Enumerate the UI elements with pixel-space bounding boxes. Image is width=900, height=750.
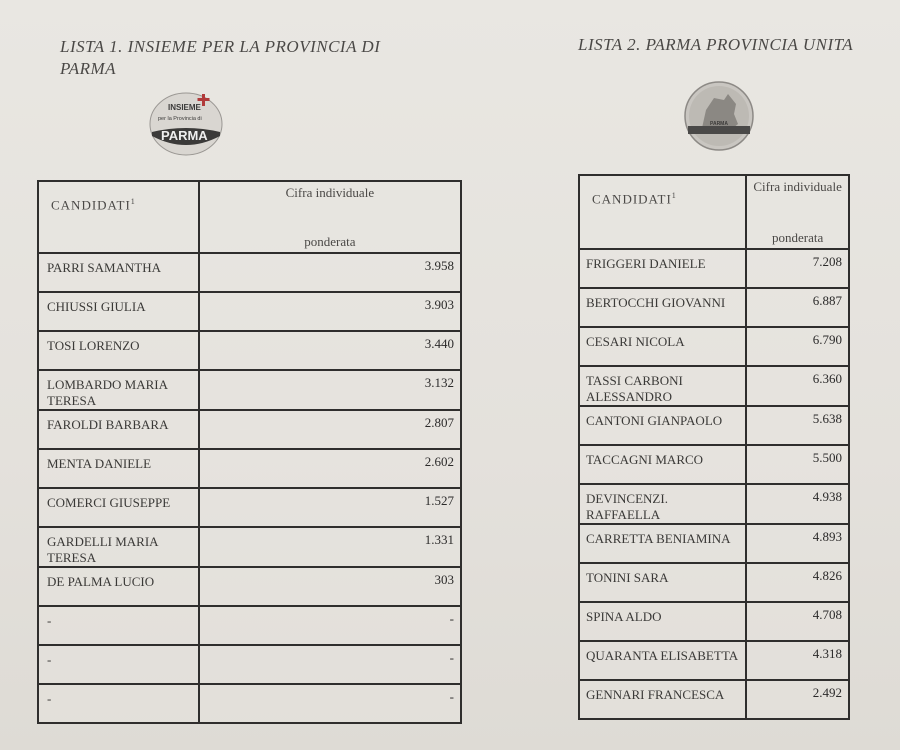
table-row — [579, 680, 849, 719]
table-row — [38, 410, 461, 449]
candidate-value: 3.132 — [199, 370, 461, 410]
candidate-value: 4.938 — [746, 484, 849, 524]
list1-title: LISTA 1. INSIEME PER LA PROVINCIA DI PARMA — [60, 37, 381, 78]
table-row — [579, 406, 849, 445]
candidate-name: CARRETTA BENIAMINA — [579, 524, 746, 563]
list1-candidates-table — [37, 180, 462, 724]
candidates-header-label: CANDIDATI — [592, 191, 672, 207]
logo2-line1: PARMA — [710, 121, 728, 127]
candidate-value: 303 — [199, 567, 461, 606]
candidate-name: GENNARI FRANCESCA — [579, 680, 746, 719]
value-header-bottom: ponderata — [304, 234, 356, 249]
candidate-name: MENTA DANIELE — [38, 449, 199, 488]
candidate-name: TOSI LORENZO — [38, 331, 199, 370]
logo1-line2: per la Provincia di — [158, 116, 202, 122]
candidate-value: 5.500 — [746, 445, 849, 484]
candidate-name: TACCAGNI MARCO — [579, 445, 746, 484]
candidate-value: 4.708 — [746, 602, 849, 641]
candidate-name: FRIGGERI DANIELE — [579, 249, 746, 288]
candidate-value: 2.602 — [199, 449, 461, 488]
candidate-name: TONINI SARA — [579, 563, 746, 602]
table-row — [579, 524, 849, 563]
table-row — [38, 567, 461, 606]
candidate-value: 6.887 — [746, 288, 849, 327]
candidate-value: 1.331 — [199, 527, 461, 567]
candidate-name: CESARI NICOLA — [579, 327, 746, 366]
logo1-line1: INSIEME — [168, 103, 201, 112]
table-row — [579, 563, 849, 602]
value-header-top: Cifra individuale — [285, 185, 375, 200]
table-header-row — [38, 181, 461, 253]
candidate-value: 5.638 — [746, 406, 849, 445]
table-row — [579, 602, 849, 641]
table-row — [579, 327, 849, 366]
candidate-name: GARDELLI MARIA TERESA — [38, 527, 199, 567]
candidate-name: CHIUSSI GIULIA — [38, 292, 199, 331]
table-row — [38, 331, 461, 370]
candidate-name: COMERCI GIUSEPPE — [38, 488, 199, 527]
table-row — [38, 253, 461, 292]
candidate-value: 3.958 — [199, 253, 461, 292]
value-header — [746, 175, 849, 249]
table-row — [579, 288, 849, 327]
candidate-value: 2.492 — [746, 680, 849, 719]
candidate-value: - — [199, 645, 461, 684]
candidates-header — [579, 175, 746, 249]
candidate-name: FAROLDI BARBARA — [38, 410, 199, 449]
candidate-name: CANTONI GIANPAOLO — [579, 406, 746, 445]
table-row — [579, 249, 849, 288]
candidate-value: 4.893 — [746, 524, 849, 563]
candidate-name: LOMBARDO MARIA TERESA — [38, 370, 199, 410]
candidate-name: - — [38, 606, 199, 645]
table-row — [38, 645, 461, 684]
candidate-value: 2.807 — [199, 410, 461, 449]
table-row — [38, 370, 461, 410]
table-row — [579, 484, 849, 524]
candidates-header — [38, 181, 199, 253]
parma-provincia-unita-logo — [680, 80, 758, 152]
candidates-footnote: 1 — [671, 191, 677, 200]
table-row — [38, 527, 461, 567]
candidate-value: 4.318 — [746, 641, 849, 680]
candidates-footnote: 1 — [130, 197, 136, 206]
logo1-line3: PARMA — [161, 128, 208, 143]
table-row — [38, 606, 461, 645]
insieme-parma-logo — [146, 88, 226, 156]
table-row — [38, 684, 461, 723]
candidate-value: 1.527 — [199, 488, 461, 527]
candidate-value: - — [199, 606, 461, 645]
candidate-value: 6.790 — [746, 327, 849, 366]
table-row — [579, 445, 849, 484]
candidate-name: - — [38, 645, 199, 684]
candidate-name: DE PALMA LUCIO — [38, 567, 199, 606]
candidate-value: 6.360 — [746, 366, 849, 406]
table-row — [579, 366, 849, 406]
candidate-name: BERTOCCHI GIOVANNI — [579, 288, 746, 327]
candidate-name: DEVINCENZI. RAFFAELLA — [579, 484, 746, 524]
candidate-name: SPINA ALDO — [579, 602, 746, 641]
value-header-top: Cifra individuale — [753, 179, 842, 194]
table-row — [579, 641, 849, 680]
table-header-row — [579, 175, 849, 249]
candidate-value: 3.440 — [199, 331, 461, 370]
candidate-value: 7.208 — [746, 249, 849, 288]
candidate-name: - — [38, 684, 199, 723]
candidate-value: 4.826 — [746, 563, 849, 602]
table-row — [38, 449, 461, 488]
candidate-name: QUARANTA ELISABETTA — [579, 641, 746, 680]
list2-title: LISTA 2. PARMA PROVINCIA UNITA — [578, 35, 854, 54]
table-row — [38, 488, 461, 527]
candidates-header-label: CANDIDATI — [51, 197, 131, 213]
table-row — [38, 292, 461, 331]
candidate-name: TASSI CARBONI ALESSANDRO — [579, 366, 746, 406]
candidate-value: 3.903 — [199, 292, 461, 331]
candidate-value: - — [199, 684, 461, 723]
value-header — [199, 181, 461, 253]
candidate-name: PARRI SAMANTHA — [38, 253, 199, 292]
list2-candidates-table — [578, 174, 850, 720]
value-header-bottom: ponderata — [771, 230, 824, 245]
